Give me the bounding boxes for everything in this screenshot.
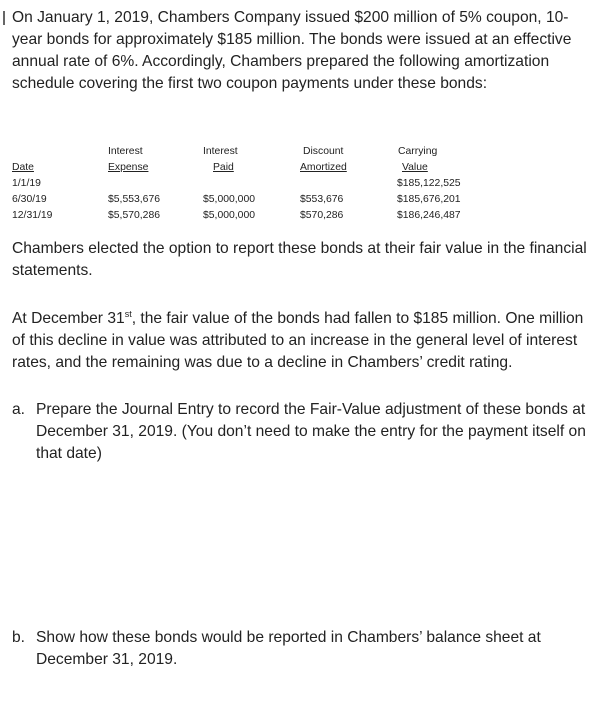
header-interest-expense-line1: Interest xyxy=(108,146,143,157)
row1-date: 1/1/19 xyxy=(12,178,41,189)
row2-paid: $5,000,000 xyxy=(203,194,256,205)
row3-expense: $5,570,286 xyxy=(108,210,161,221)
question-b-label: b. xyxy=(12,629,26,646)
question-a-label: a. xyxy=(12,401,26,418)
row2-amortized: $553,676 xyxy=(300,194,344,205)
question-a-text: Prepare the Journal Entry to record the Fair-Value adjustment of these bonds at December 31, 2019. (You don’t need to make the entry for the payment itself on that date) xyxy=(36,401,586,462)
row2-value: $185,676,201 xyxy=(397,194,461,205)
fair-value-paragraph xyxy=(12,308,596,374)
header-interest-expense-line2: Expense xyxy=(108,162,149,173)
header-interest-paid-line1: Interest xyxy=(203,146,238,157)
row2-expense: $5,553,676 xyxy=(108,194,161,205)
header-carrying-line2: Value xyxy=(402,162,428,173)
row2-date: 6/30/19 xyxy=(12,194,47,205)
question-b xyxy=(12,627,596,671)
ordinal-suffix: st xyxy=(124,308,132,319)
fair-value-text-start: At December 31 xyxy=(12,310,125,327)
row3-paid: $5,000,000 xyxy=(203,210,256,221)
question-a xyxy=(12,399,596,465)
header-discount-line1: Discount xyxy=(303,146,344,157)
row3-value: $186,246,487 xyxy=(397,210,461,221)
fair-value-option-paragraph: Chambers elected the option to report these bonds at their fair value in the financial statements. xyxy=(12,240,587,279)
intro-paragraph: On January 1, 2019, Chambers Company issued $200 million of 5% coupon, 10-year bonds for approximately $185 million. The bonds were issued at an effective annual rate of 6%. Accordingly, Chambers prepared the following amortization schedule covering the first two coupon payments under these bonds: xyxy=(12,9,572,92)
margin-mark xyxy=(3,11,5,25)
row3-date: 12/31/19 xyxy=(12,210,53,221)
header-discount-line2: Amortized xyxy=(300,162,347,173)
row3-amortized: $570,286 xyxy=(300,210,344,221)
fair-value-text-end: , the fair value of the bonds had fallen to $185 million. One million of this decline in value was attributed to an increase in the general level of interest rates, and the remaining was due to a decline in Chambers’ credit rating. xyxy=(12,310,584,371)
row1-value: $185,122,525 xyxy=(397,178,461,189)
header-carrying-line1: Carrying xyxy=(398,146,438,157)
question-b-text: Show how these bonds would be reported in Chambers’ balance sheet at December 31, 2019. xyxy=(36,629,541,668)
header-interest-paid-line2: Paid xyxy=(213,162,234,173)
header-date: Date xyxy=(12,162,34,173)
